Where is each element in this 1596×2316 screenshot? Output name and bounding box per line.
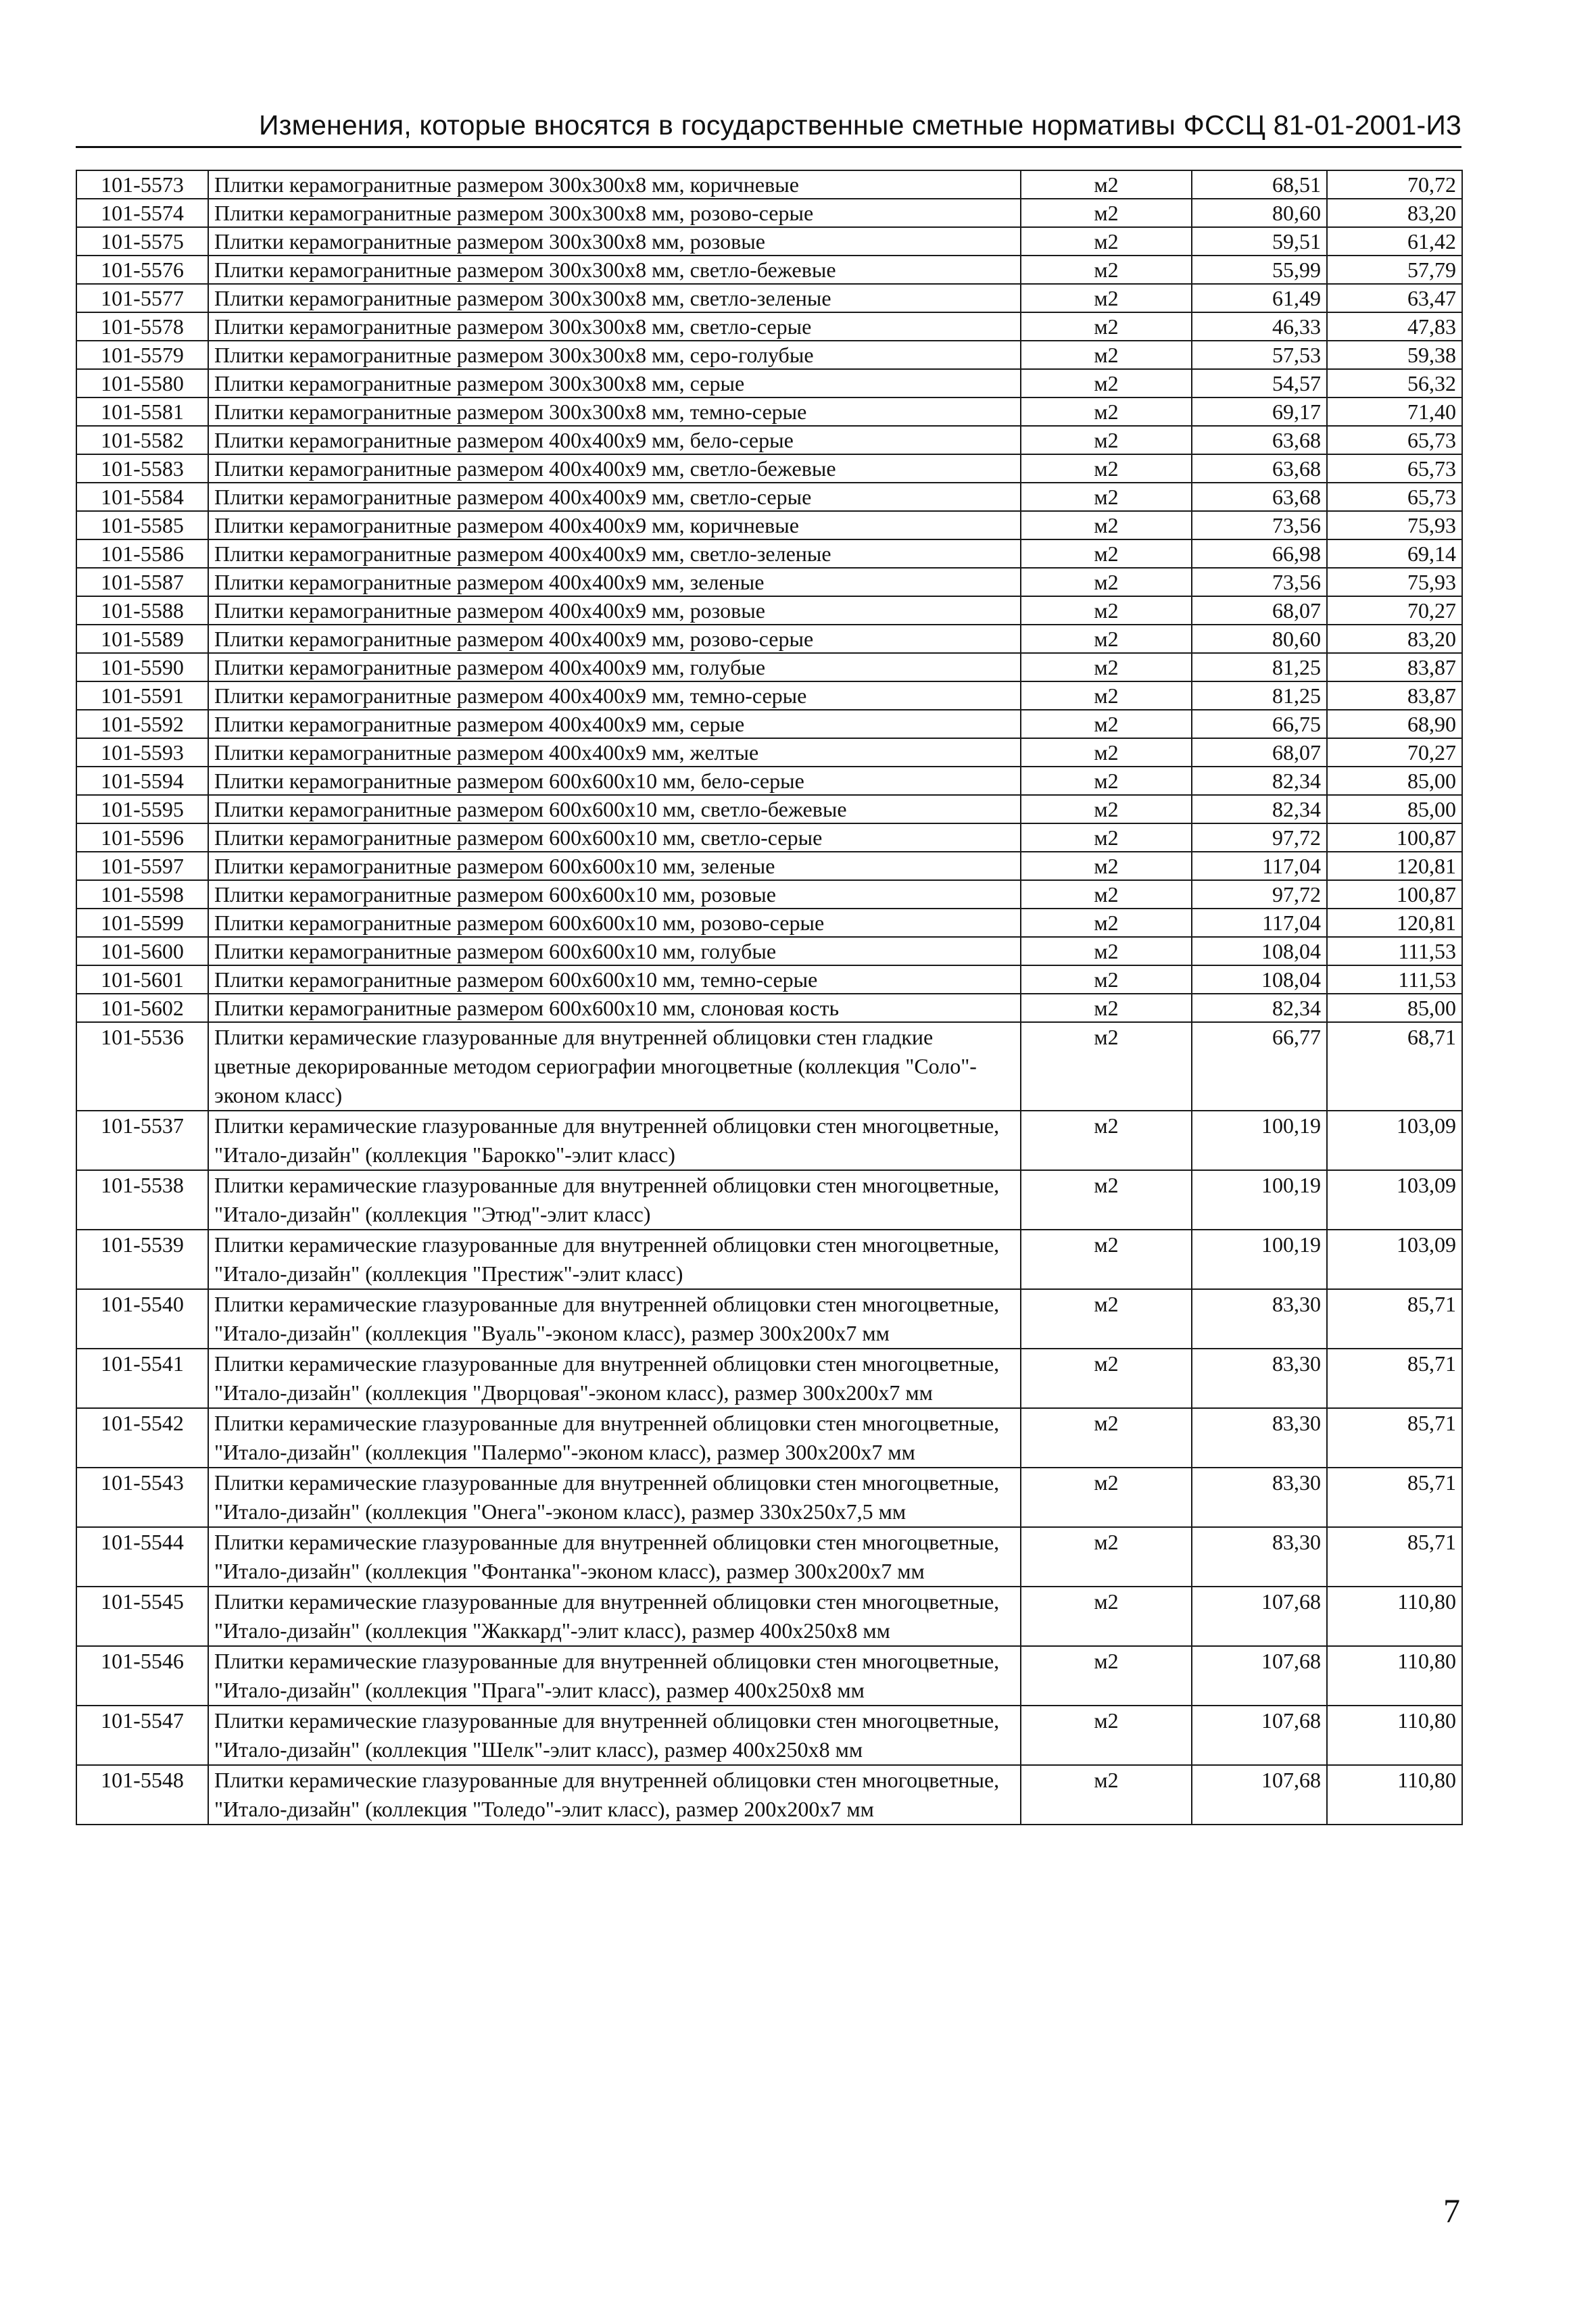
price-value-2: 61,42 bbox=[1327, 227, 1462, 256]
price-value-1: 63,68 bbox=[1192, 483, 1327, 511]
unit-of-measure: м2 bbox=[1021, 1111, 1192, 1170]
table-row bbox=[76, 767, 1462, 795]
resource-name: Плитки керамические глазурованные для внутренней облицовки стен многоцветные, "Итало-дизайн" (коллекция "Вуаль"-эконом класс), размер 300х200х7 мм bbox=[208, 1289, 1021, 1349]
unit-of-measure: м2 bbox=[1021, 1170, 1192, 1230]
resource-name: Плитки керамогранитные размером 600х600х10 мм, темно-серые bbox=[208, 965, 1021, 994]
price-value-2: 65,73 bbox=[1327, 426, 1462, 454]
resource-code: 101-5544 bbox=[76, 1527, 208, 1587]
resource-code: 101-5601 bbox=[76, 965, 208, 994]
resource-name: Плитки керамические глазурованные для внутренней облицовки стен гладкие цветные декорированные методом сериографии многоцветные (коллекция "Соло"-эконом класс) bbox=[208, 1022, 1021, 1111]
resource-name: Плитки керамические глазурованные для внутренней облицовки стен многоцветные, "Итало-дизайн" (коллекция "Престиж"-элит класс) bbox=[208, 1230, 1021, 1289]
table-row bbox=[76, 312, 1462, 341]
price-value-1: 54,57 bbox=[1192, 369, 1327, 397]
table-row bbox=[76, 483, 1462, 511]
price-value-2: 71,40 bbox=[1327, 397, 1462, 426]
unit-of-measure: м2 bbox=[1021, 426, 1192, 454]
resource-name: Плитки керамические глазурованные для внутренней облицовки стен многоцветные, "Итало-дизайн" (коллекция "Фонтанка"-эконом класс), размер 300х200х7 мм bbox=[208, 1527, 1021, 1587]
resource-code: 101-5580 bbox=[76, 369, 208, 397]
price-value-2: 47,83 bbox=[1327, 312, 1462, 341]
unit-of-measure: м2 bbox=[1021, 1527, 1192, 1587]
price-value-2: 85,71 bbox=[1327, 1527, 1462, 1587]
unit-of-measure: м2 bbox=[1021, 1230, 1192, 1289]
price-value-1: 82,34 bbox=[1192, 994, 1327, 1022]
price-value-2: 75,93 bbox=[1327, 568, 1462, 596]
price-value-2: 56,32 bbox=[1327, 369, 1462, 397]
unit-of-measure: м2 bbox=[1021, 994, 1192, 1022]
price-value-2: 69,14 bbox=[1327, 539, 1462, 568]
page-header-title: Изменения, которые вносятся в государственные сметные нормативы ФССЦ 81-01-2001-И3 bbox=[258, 110, 1461, 141]
page-number: 7 bbox=[1443, 2192, 1460, 2229]
price-value-2: 63,47 bbox=[1327, 284, 1462, 312]
unit-of-measure: м2 bbox=[1021, 852, 1192, 880]
price-value-1: 73,56 bbox=[1192, 511, 1327, 539]
price-value-2: 59,38 bbox=[1327, 341, 1462, 369]
unit-of-measure: м2 bbox=[1021, 454, 1192, 483]
resource-name: Плитки керамические глазурованные для внутренней облицовки стен многоцветные, "Итало-дизайн" (коллекция "Толедо"-элит класс), размер 200х200х7 мм bbox=[208, 1765, 1021, 1825]
unit-of-measure: м2 bbox=[1021, 341, 1192, 369]
price-value-2: 83,87 bbox=[1327, 653, 1462, 681]
resource-code: 101-5539 bbox=[76, 1230, 208, 1289]
unit-of-measure: м2 bbox=[1021, 681, 1192, 710]
price-value-2: 111,53 bbox=[1327, 937, 1462, 965]
resource-code: 101-5538 bbox=[76, 1170, 208, 1230]
table-row bbox=[76, 1646, 1462, 1706]
price-value-2: 85,71 bbox=[1327, 1289, 1462, 1349]
resource-code: 101-5581 bbox=[76, 397, 208, 426]
price-value-1: 81,25 bbox=[1192, 681, 1327, 710]
table-row bbox=[76, 625, 1462, 653]
resource-code: 101-5537 bbox=[76, 1111, 208, 1170]
resource-code: 101-5592 bbox=[76, 710, 208, 738]
price-table-body bbox=[76, 170, 1462, 1825]
resource-name: Плитки керамические глазурованные для внутренней облицовки стен многоцветные, "Итало-дизайн" (коллекция "Этюд"-элит класс) bbox=[208, 1170, 1021, 1230]
unit-of-measure: м2 bbox=[1021, 653, 1192, 681]
resource-code: 101-5595 bbox=[76, 795, 208, 823]
price-table bbox=[76, 170, 1463, 1825]
resource-name: Плитки керамогранитные размером 400х400х9 мм, светло-серые bbox=[208, 483, 1021, 511]
resource-name: Плитки керамические глазурованные для внутренней облицовки стен многоцветные, "Итало-дизайн" (коллекция "Барокко"-элит класс) bbox=[208, 1111, 1021, 1170]
resource-code: 101-5589 bbox=[76, 625, 208, 653]
table-row bbox=[76, 1170, 1462, 1230]
table-row bbox=[76, 965, 1462, 994]
unit-of-measure: м2 bbox=[1021, 539, 1192, 568]
resource-code: 101-5586 bbox=[76, 539, 208, 568]
unit-of-measure: м2 bbox=[1021, 511, 1192, 539]
table-row bbox=[76, 1349, 1462, 1408]
unit-of-measure: м2 bbox=[1021, 1765, 1192, 1825]
resource-code: 101-5540 bbox=[76, 1289, 208, 1349]
unit-of-measure: м2 bbox=[1021, 312, 1192, 341]
resource-name: Плитки керамические глазурованные для внутренней облицовки стен многоцветные, "Итало-дизайн" (коллекция "Шелк"-элит класс), размер 400х250х8 мм bbox=[208, 1706, 1021, 1765]
price-value-2: 83,87 bbox=[1327, 681, 1462, 710]
resource-name: Плитки керамогранитные размером 400х400х9 мм, голубые bbox=[208, 653, 1021, 681]
table-row bbox=[76, 1527, 1462, 1587]
resource-name: Плитки керамогранитные размером 300х300х8 мм, темно-серые bbox=[208, 397, 1021, 426]
unit-of-measure: м2 bbox=[1021, 227, 1192, 256]
price-value-2: 65,73 bbox=[1327, 454, 1462, 483]
price-value-2: 57,79 bbox=[1327, 256, 1462, 284]
price-value-1: 66,75 bbox=[1192, 710, 1327, 738]
table-row bbox=[76, 1587, 1462, 1646]
price-value-1: 57,53 bbox=[1192, 341, 1327, 369]
table-row bbox=[76, 937, 1462, 965]
price-value-1: 73,56 bbox=[1192, 568, 1327, 596]
price-value-1: 108,04 bbox=[1192, 965, 1327, 994]
resource-name: Плитки керамогранитные размером 400х400х9 мм, зеленые bbox=[208, 568, 1021, 596]
price-value-2: 75,93 bbox=[1327, 511, 1462, 539]
resource-name: Плитки керамогранитные размером 400х400х9 мм, серые bbox=[208, 710, 1021, 738]
resource-name: Плитки керамические глазурованные для внутренней облицовки стен многоцветные, "Итало-дизайн" (коллекция "Дворцовая"-эконом класс), размер 300х200х7 мм bbox=[208, 1349, 1021, 1408]
resource-name: Плитки керамогранитные размером 300х300х8 мм, светло-бежевые bbox=[208, 256, 1021, 284]
unit-of-measure: м2 bbox=[1021, 199, 1192, 227]
unit-of-measure: м2 bbox=[1021, 397, 1192, 426]
resource-code: 101-5584 bbox=[76, 483, 208, 511]
price-value-2: 100,87 bbox=[1327, 823, 1462, 852]
resource-name: Плитки керамогранитные размером 300х300х8 мм, серо-голубые bbox=[208, 341, 1021, 369]
resource-code: 101-5579 bbox=[76, 341, 208, 369]
price-value-2: 110,80 bbox=[1327, 1765, 1462, 1825]
unit-of-measure: м2 bbox=[1021, 1468, 1192, 1527]
price-value-1: 83,30 bbox=[1192, 1289, 1327, 1349]
unit-of-measure: м2 bbox=[1021, 710, 1192, 738]
table-row bbox=[76, 199, 1462, 227]
resource-name: Плитки керамические глазурованные для внутренней облицовки стен многоцветные, "Итало-дизайн" (коллекция "Прага"-элит класс), размер 400х250х8 мм bbox=[208, 1646, 1021, 1706]
resource-code: 101-5578 bbox=[76, 312, 208, 341]
price-value-2: 100,87 bbox=[1327, 880, 1462, 909]
resource-name: Плитки керамогранитные размером 400х400х9 мм, бело-серые bbox=[208, 426, 1021, 454]
resource-name: Плитки керамогранитные размером 400х400х9 мм, светло-бежевые bbox=[208, 454, 1021, 483]
price-value-2: 65,73 bbox=[1327, 483, 1462, 511]
unit-of-measure: м2 bbox=[1021, 880, 1192, 909]
price-value-2: 85,00 bbox=[1327, 795, 1462, 823]
resource-name: Плитки керамогранитные размером 300х300х8 мм, серые bbox=[208, 369, 1021, 397]
table-row bbox=[76, 795, 1462, 823]
table-row bbox=[76, 1468, 1462, 1527]
price-value-1: 100,19 bbox=[1192, 1230, 1327, 1289]
resource-name: Плитки керамогранитные размером 400х400х9 мм, коричневые bbox=[208, 511, 1021, 539]
resource-name: Плитки керамогранитные размером 400х400х9 мм, розовые bbox=[208, 596, 1021, 625]
price-value-1: 107,68 bbox=[1192, 1706, 1327, 1765]
resource-code: 101-5602 bbox=[76, 994, 208, 1022]
price-value-1: 66,77 bbox=[1192, 1022, 1327, 1111]
table-row bbox=[76, 738, 1462, 767]
price-value-1: 63,68 bbox=[1192, 426, 1327, 454]
price-value-1: 100,19 bbox=[1192, 1111, 1327, 1170]
unit-of-measure: м2 bbox=[1021, 738, 1192, 767]
price-value-1: 80,60 bbox=[1192, 199, 1327, 227]
resource-code: 101-5547 bbox=[76, 1706, 208, 1765]
price-value-1: 81,25 bbox=[1192, 653, 1327, 681]
price-value-1: 66,98 bbox=[1192, 539, 1327, 568]
table-row bbox=[76, 852, 1462, 880]
price-value-1: 63,68 bbox=[1192, 454, 1327, 483]
price-value-2: 120,81 bbox=[1327, 909, 1462, 937]
resource-name: Плитки керамогранитные размером 300х300х8 мм, розовые bbox=[208, 227, 1021, 256]
price-value-1: 107,68 bbox=[1192, 1646, 1327, 1706]
resource-code: 101-5588 bbox=[76, 596, 208, 625]
price-value-1: 68,51 bbox=[1192, 170, 1327, 199]
table-row bbox=[76, 284, 1462, 312]
resource-name: Плитки керамогранитные размером 400х400х9 мм, желтые bbox=[208, 738, 1021, 767]
resource-code: 101-5594 bbox=[76, 767, 208, 795]
price-value-1: 68,07 bbox=[1192, 596, 1327, 625]
resource-code: 101-5597 bbox=[76, 852, 208, 880]
resource-name: Плитки керамогранитные размером 600х600х10 мм, голубые bbox=[208, 937, 1021, 965]
resource-name: Плитки керамогранитные размером 600х600х10 мм, светло-серые bbox=[208, 823, 1021, 852]
resource-name: Плитки керамогранитные размером 300х300х8 мм, розово-серые bbox=[208, 199, 1021, 227]
table-row bbox=[76, 341, 1462, 369]
resource-code: 101-5548 bbox=[76, 1765, 208, 1825]
table-row bbox=[76, 1765, 1462, 1825]
unit-of-measure: м2 bbox=[1021, 1349, 1192, 1408]
resource-name: Плитки керамогранитные размером 400х400х9 мм, розово-серые bbox=[208, 625, 1021, 653]
table-row bbox=[76, 1022, 1462, 1111]
price-value-2: 85,71 bbox=[1327, 1349, 1462, 1408]
unit-of-measure: м2 bbox=[1021, 625, 1192, 653]
price-value-1: 83,30 bbox=[1192, 1408, 1327, 1468]
table-row bbox=[76, 880, 1462, 909]
resource-name: Плитки керамогранитные размером 300х300х8 мм, светло-серые bbox=[208, 312, 1021, 341]
resource-code: 101-5542 bbox=[76, 1408, 208, 1468]
table-row bbox=[76, 227, 1462, 256]
price-value-1: 68,07 bbox=[1192, 738, 1327, 767]
price-value-1: 108,04 bbox=[1192, 937, 1327, 965]
table-row bbox=[76, 170, 1462, 199]
price-value-1: 107,68 bbox=[1192, 1765, 1327, 1825]
price-value-1: 100,19 bbox=[1192, 1170, 1327, 1230]
price-value-2: 70,27 bbox=[1327, 596, 1462, 625]
unit-of-measure: м2 bbox=[1021, 369, 1192, 397]
resource-code: 101-5545 bbox=[76, 1587, 208, 1646]
resource-name: Плитки керамогранитные размером 300х300х8 мм, коричневые bbox=[208, 170, 1021, 199]
price-value-2: 111,53 bbox=[1327, 965, 1462, 994]
resource-code: 101-5587 bbox=[76, 568, 208, 596]
resource-code: 101-5593 bbox=[76, 738, 208, 767]
price-value-2: 110,80 bbox=[1327, 1587, 1462, 1646]
table-row bbox=[76, 653, 1462, 681]
resource-code: 101-5546 bbox=[76, 1646, 208, 1706]
price-value-1: 69,17 bbox=[1192, 397, 1327, 426]
price-value-2: 110,80 bbox=[1327, 1706, 1462, 1765]
table-row bbox=[76, 511, 1462, 539]
header-rule bbox=[76, 146, 1461, 148]
unit-of-measure: м2 bbox=[1021, 568, 1192, 596]
price-value-2: 68,90 bbox=[1327, 710, 1462, 738]
resource-name: Плитки керамогранитные размером 600х600х10 мм, светло-бежевые bbox=[208, 795, 1021, 823]
price-value-1: 97,72 bbox=[1192, 880, 1327, 909]
price-value-2: 70,27 bbox=[1327, 738, 1462, 767]
resource-code: 101-5590 bbox=[76, 653, 208, 681]
resource-code: 101-5575 bbox=[76, 227, 208, 256]
resource-name: Плитки керамогранитные размером 300х300х8 мм, светло-зеленые bbox=[208, 284, 1021, 312]
unit-of-measure: м2 bbox=[1021, 937, 1192, 965]
unit-of-measure: м2 bbox=[1021, 1289, 1192, 1349]
table-row bbox=[76, 823, 1462, 852]
resource-code: 101-5598 bbox=[76, 880, 208, 909]
resource-code: 101-5582 bbox=[76, 426, 208, 454]
table-row bbox=[76, 1706, 1462, 1765]
resource-name: Плитки керамические глазурованные для внутренней облицовки стен многоцветные, "Итало-дизайн" (коллекция "Палермо"-эконом класс), размер 300х200х7 мм bbox=[208, 1408, 1021, 1468]
resource-code: 101-5536 bbox=[76, 1022, 208, 1111]
resource-code: 101-5600 bbox=[76, 937, 208, 965]
table-row bbox=[76, 909, 1462, 937]
unit-of-measure: м2 bbox=[1021, 1408, 1192, 1468]
table-row bbox=[76, 596, 1462, 625]
unit-of-measure: м2 bbox=[1021, 256, 1192, 284]
resource-name: Плитки керамогранитные размером 600х600х10 мм, бело-серые bbox=[208, 767, 1021, 795]
table-row bbox=[76, 426, 1462, 454]
price-value-1: 82,34 bbox=[1192, 767, 1327, 795]
resource-code: 101-5541 bbox=[76, 1349, 208, 1408]
price-value-1: 83,30 bbox=[1192, 1468, 1327, 1527]
price-value-2: 103,09 bbox=[1327, 1170, 1462, 1230]
price-value-1: 55,99 bbox=[1192, 256, 1327, 284]
unit-of-measure: м2 bbox=[1021, 1587, 1192, 1646]
table-row bbox=[76, 1289, 1462, 1349]
price-value-1: 83,30 bbox=[1192, 1527, 1327, 1587]
unit-of-measure: м2 bbox=[1021, 170, 1192, 199]
resource-name: Плитки керамогранитные размером 400х400х9 мм, светло-зеленые bbox=[208, 539, 1021, 568]
resource-name: Плитки керамогранитные размером 400х400х9 мм, темно-серые bbox=[208, 681, 1021, 710]
unit-of-measure: м2 bbox=[1021, 284, 1192, 312]
table-row bbox=[76, 1408, 1462, 1468]
price-value-2: 103,09 bbox=[1327, 1111, 1462, 1170]
price-value-2: 85,71 bbox=[1327, 1408, 1462, 1468]
resource-code: 101-5585 bbox=[76, 511, 208, 539]
price-value-1: 97,72 bbox=[1192, 823, 1327, 852]
resource-code: 101-5591 bbox=[76, 681, 208, 710]
resource-name: Плитки керамогранитные размером 600х600х10 мм, зеленые bbox=[208, 852, 1021, 880]
table-row bbox=[76, 1230, 1462, 1289]
price-value-2: 103,09 bbox=[1327, 1230, 1462, 1289]
resource-code: 101-5599 bbox=[76, 909, 208, 937]
resource-name: Плитки керамогранитные размером 600х600х10 мм, розовые bbox=[208, 880, 1021, 909]
table-row bbox=[76, 539, 1462, 568]
price-value-1: 46,33 bbox=[1192, 312, 1327, 341]
table-row bbox=[76, 397, 1462, 426]
price-value-1: 117,04 bbox=[1192, 852, 1327, 880]
table-row bbox=[76, 1111, 1462, 1170]
resource-name: Плитки керамические глазурованные для внутренней облицовки стен многоцветные, "Итало-дизайн" (коллекция "Жаккард"-элит класс), размер 400х250х8 мм bbox=[208, 1587, 1021, 1646]
price-value-1: 80,60 bbox=[1192, 625, 1327, 653]
table-row bbox=[76, 369, 1462, 397]
resource-code: 101-5596 bbox=[76, 823, 208, 852]
resource-code: 101-5574 bbox=[76, 199, 208, 227]
unit-of-measure: м2 bbox=[1021, 795, 1192, 823]
price-value-2: 85,00 bbox=[1327, 767, 1462, 795]
unit-of-measure: м2 bbox=[1021, 1706, 1192, 1765]
price-value-2: 85,00 bbox=[1327, 994, 1462, 1022]
price-value-1: 83,30 bbox=[1192, 1349, 1327, 1408]
unit-of-measure: м2 bbox=[1021, 1022, 1192, 1111]
table-row bbox=[76, 994, 1462, 1022]
price-value-2: 85,71 bbox=[1327, 1468, 1462, 1527]
price-value-2: 110,80 bbox=[1327, 1646, 1462, 1706]
price-value-1: 117,04 bbox=[1192, 909, 1327, 937]
unit-of-measure: м2 bbox=[1021, 909, 1192, 937]
price-value-2: 68,71 bbox=[1327, 1022, 1462, 1111]
resource-code: 101-5583 bbox=[76, 454, 208, 483]
table-row bbox=[76, 568, 1462, 596]
price-value-1: 107,68 bbox=[1192, 1587, 1327, 1646]
resource-name: Плитки керамические глазурованные для внутренней облицовки стен многоцветные, "Итало-дизайн" (коллекция "Онега"-эконом класс), размер 330х250х7,5 мм bbox=[208, 1468, 1021, 1527]
resource-code: 101-5576 bbox=[76, 256, 208, 284]
resource-name: Плитки керамогранитные размером 600х600х10 мм, розово-серые bbox=[208, 909, 1021, 937]
table-row bbox=[76, 681, 1462, 710]
price-value-1: 82,34 bbox=[1192, 795, 1327, 823]
unit-of-measure: м2 bbox=[1021, 767, 1192, 795]
unit-of-measure: м2 bbox=[1021, 823, 1192, 852]
unit-of-measure: м2 bbox=[1021, 965, 1192, 994]
table-row bbox=[76, 454, 1462, 483]
unit-of-measure: м2 bbox=[1021, 1646, 1192, 1706]
price-value-2: 83,20 bbox=[1327, 199, 1462, 227]
resource-name: Плитки керамогранитные размером 600х600х10 мм, слоновая кость bbox=[208, 994, 1021, 1022]
price-value-2: 120,81 bbox=[1327, 852, 1462, 880]
resource-code: 101-5577 bbox=[76, 284, 208, 312]
price-value-1: 61,49 bbox=[1192, 284, 1327, 312]
unit-of-measure: м2 bbox=[1021, 596, 1192, 625]
unit-of-measure: м2 bbox=[1021, 483, 1192, 511]
table-row bbox=[76, 710, 1462, 738]
price-value-2: 70,72 bbox=[1327, 170, 1462, 199]
resource-code: 101-5573 bbox=[76, 170, 208, 199]
price-value-1: 59,51 bbox=[1192, 227, 1327, 256]
table-row bbox=[76, 256, 1462, 284]
resource-code: 101-5543 bbox=[76, 1468, 208, 1527]
price-value-2: 83,20 bbox=[1327, 625, 1462, 653]
